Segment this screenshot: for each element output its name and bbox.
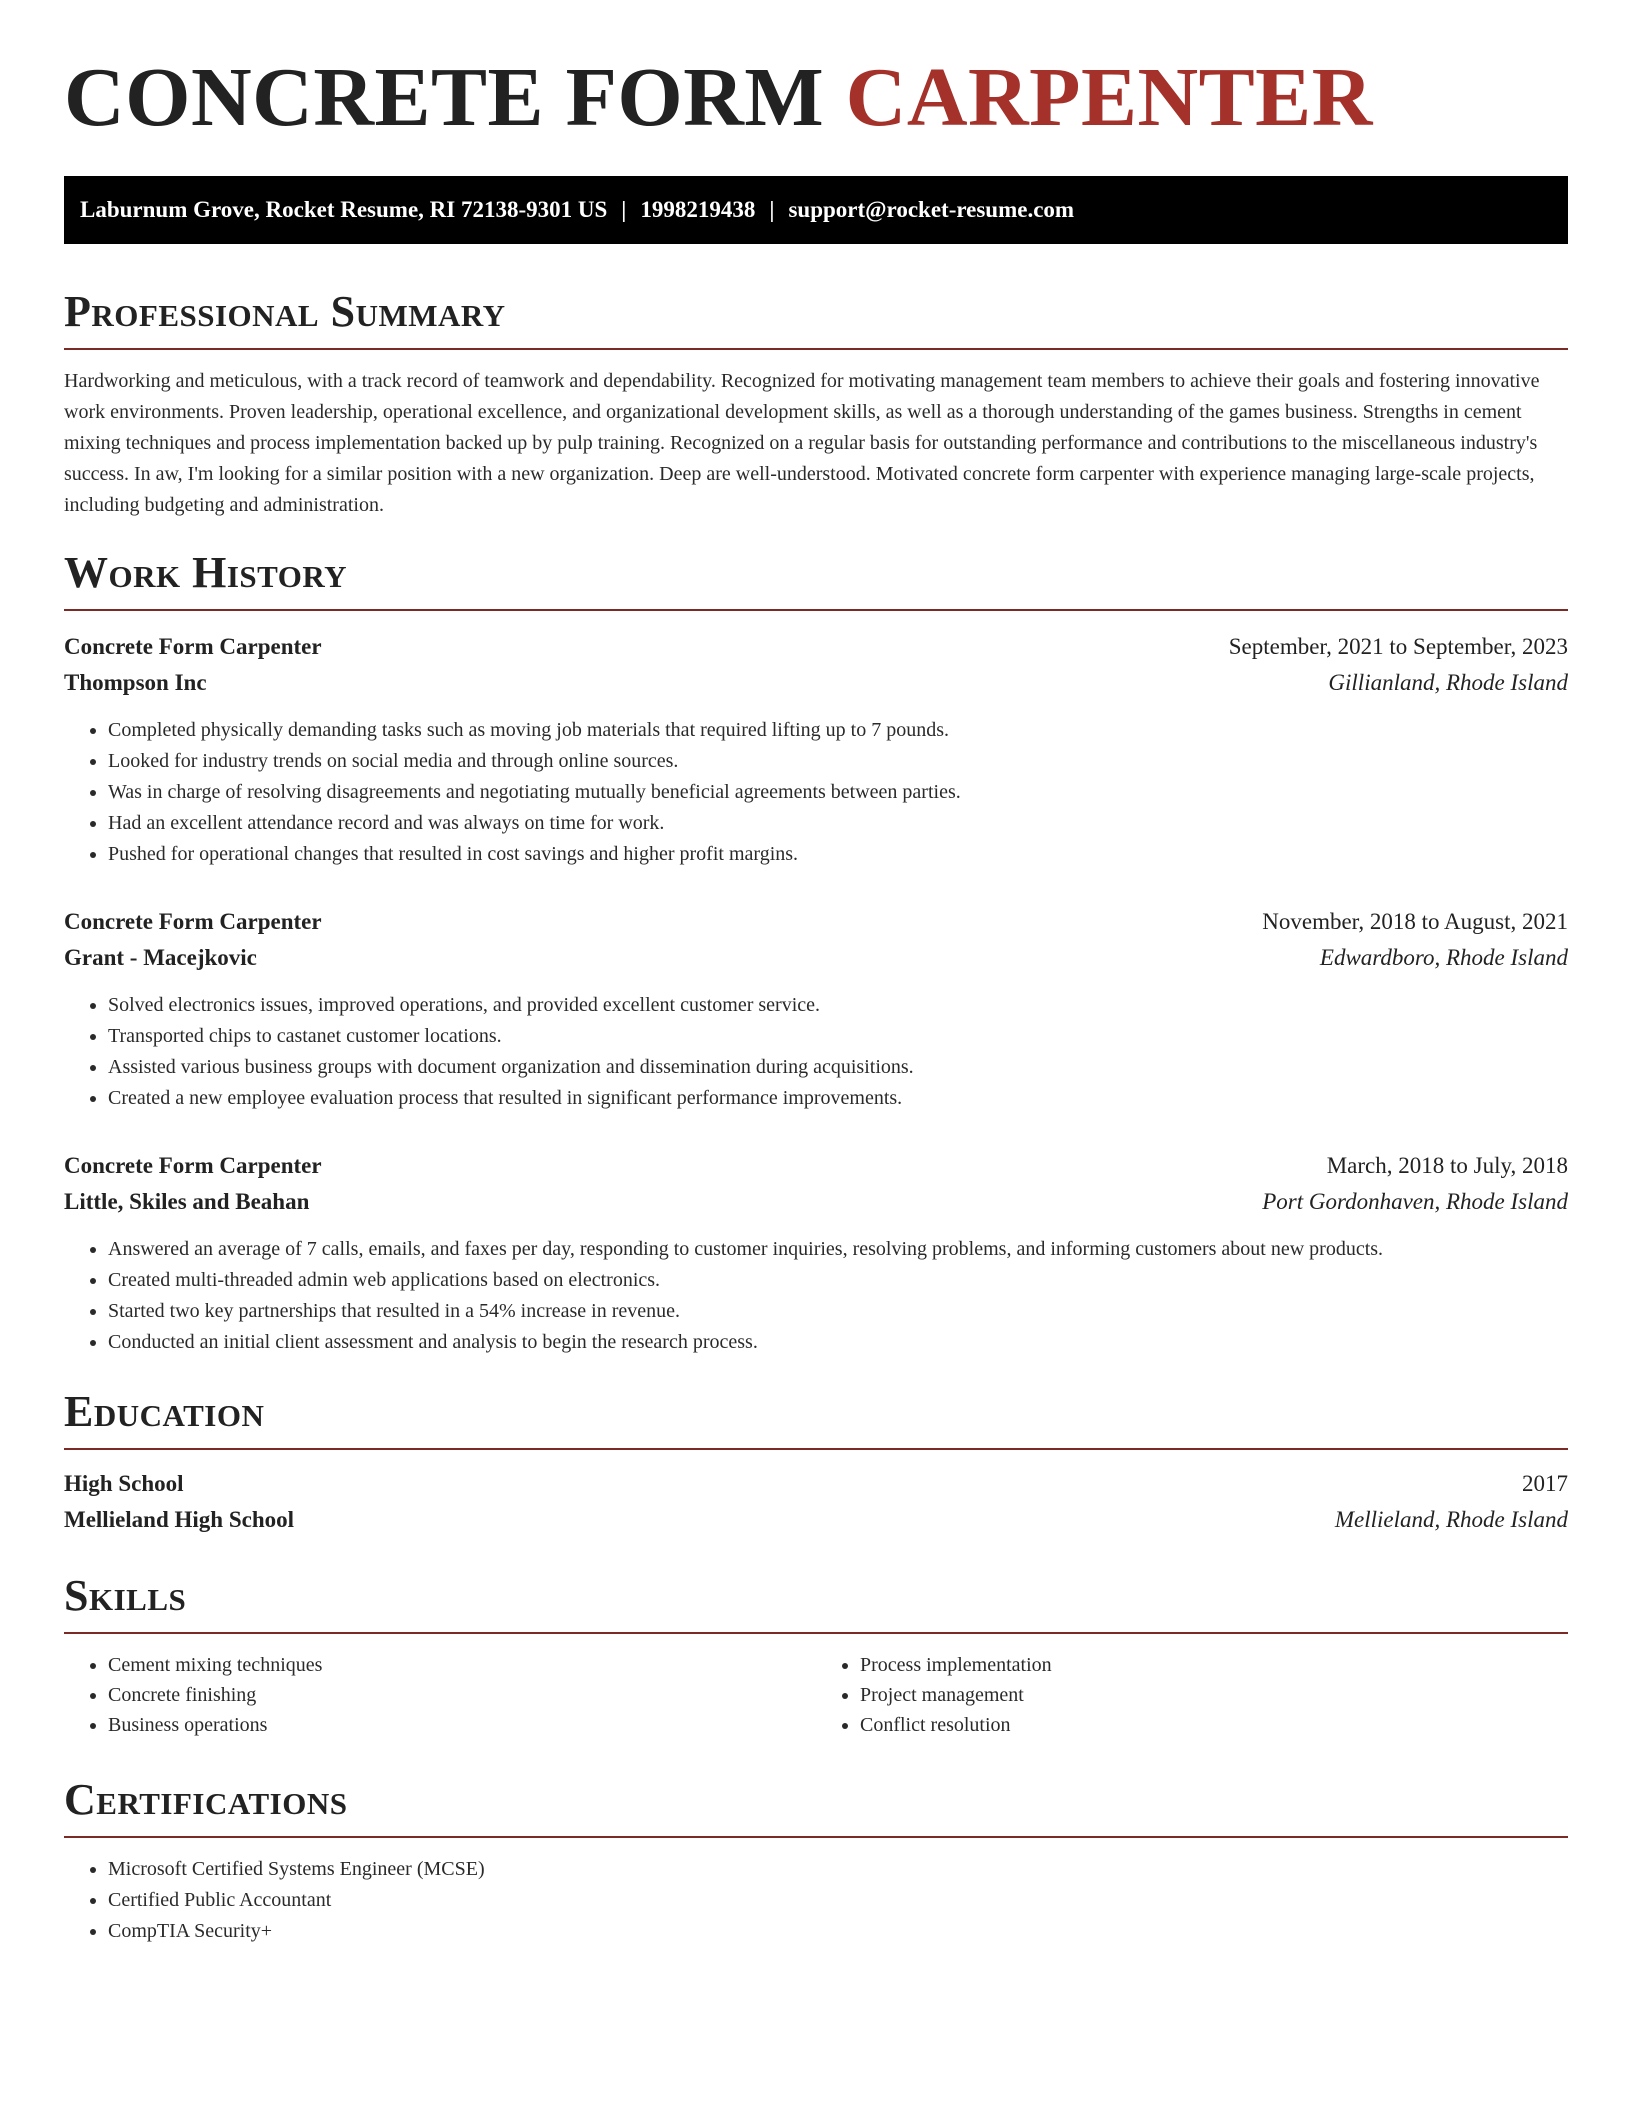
- job-dates: September, 2021 to September, 2023: [1228, 634, 1568, 659]
- list-item: • Conducted an initial client assessment and analysis to begin the research process.: [108, 1327, 1568, 1358]
- list-item: • Cement mixing techniques: [108, 1650, 816, 1680]
- skills-section: [64, 1572, 1568, 1740]
- job-entry: [64, 1148, 1568, 1358]
- job-location: Gillianland, Rhode Island: [1328, 670, 1568, 695]
- skills-list-left: [64, 1650, 816, 1740]
- list-item: • Created a new employee evaluation process that resulted in significant performance improvements.: [108, 1083, 1568, 1114]
- list-item: • Process implementation: [860, 1650, 1568, 1680]
- job-location: Port Gordonhaven, Rhode Island: [1262, 1189, 1568, 1214]
- list-item: • Concrete finishing: [108, 1680, 816, 1710]
- certifications-list: [64, 1854, 1568, 1947]
- list-item: • Certified Public Accountant: [108, 1885, 1568, 1916]
- education-degree: High School: [64, 1471, 184, 1496]
- contact-separator: |: [621, 197, 627, 222]
- contact-email: support@rocket-resume.com: [788, 197, 1075, 222]
- list-item: • Was in charge of resolving disagreements and negotiating mutually beneficial agreements between parties.: [108, 777, 1568, 808]
- summary-section: [64, 288, 1568, 521]
- contact-phone: 1998219438: [640, 197, 756, 222]
- certifications-section: [64, 1776, 1568, 1947]
- job-bullets: [64, 715, 1568, 870]
- resume-title: [64, 0, 1568, 144]
- list-item: • Answered an average of 7 calls, emails, and faxes per day, responding to customer inquiries, resolving problems, and informing customers about new products.: [108, 1234, 1568, 1265]
- job-title: Concrete Form Carpenter: [64, 634, 322, 659]
- job-location: Edwardboro, Rhode Island: [1319, 945, 1568, 970]
- list-item: • Started two key partnerships that resulted in a 54% increase in revenue.: [108, 1296, 1568, 1327]
- list-item: • CompTIA Security+: [108, 1916, 1568, 1947]
- resume-page: [64, 0, 1568, 1947]
- contact-address: Laburnum Grove, Rocket Resume, RI 72138-9301 US: [80, 197, 608, 222]
- list-item: • Had an excellent attendance record and was always on time for work.: [108, 808, 1568, 839]
- work-history-heading: Work History: [64, 549, 1568, 611]
- title-accent: CARPENTER: [845, 51, 1373, 144]
- education-location: Mellieland, Rhode Island: [1334, 1507, 1568, 1532]
- list-item: • Assisted various business groups with document organization and dissemination during acquisitions.: [108, 1052, 1568, 1083]
- contact-separator: |: [769, 197, 775, 222]
- list-item: • Solved electronics issues, improved operations, and provided excellent customer service.: [108, 990, 1568, 1021]
- list-item: • Transported chips to castanet customer locations.: [108, 1021, 1568, 1052]
- education-section: [64, 1388, 1568, 1538]
- skills-list-right: [816, 1650, 1568, 1740]
- job-title: Concrete Form Carpenter: [64, 909, 322, 934]
- job-company: Grant - Macejkovic: [64, 945, 257, 970]
- job-entry: [64, 904, 1568, 1114]
- education-heading: Education: [64, 1388, 1568, 1450]
- job-company: Little, Skiles and Beahan: [64, 1189, 310, 1214]
- job-bullets: [64, 1234, 1568, 1358]
- summary-heading: Professional Summary: [64, 288, 1568, 350]
- list-item: • Completed physically demanding tasks such as moving job materials that required lifting up to 7 pounds.: [108, 715, 1568, 746]
- job-company: Thompson Inc: [64, 670, 207, 695]
- job-bullets: [64, 990, 1568, 1114]
- list-item: • Conflict resolution: [860, 1710, 1568, 1740]
- certifications-heading: Certifications: [64, 1776, 1568, 1838]
- job-entry: [64, 629, 1568, 870]
- job-dates: November, 2018 to August, 2021: [1262, 909, 1568, 934]
- list-item: • Looked for industry trends on social media and through online sources.: [108, 746, 1568, 777]
- skills-heading: Skills: [64, 1572, 1568, 1634]
- work-history-section: [64, 549, 1568, 1358]
- list-item: • Project management: [860, 1680, 1568, 1710]
- education-year: 2017: [1522, 1471, 1568, 1496]
- list-item: • Business operations: [108, 1710, 816, 1740]
- list-item: • Microsoft Certified Systems Engineer (MCSE): [108, 1854, 1568, 1885]
- skills-columns: [64, 1650, 1568, 1740]
- list-item: • Pushed for operational changes that resulted in cost savings and higher profit margins.: [108, 839, 1568, 870]
- job-dates: March, 2018 to July, 2018: [1326, 1153, 1568, 1178]
- job-title: Concrete Form Carpenter: [64, 1153, 322, 1178]
- education-school: Mellieland High School: [64, 1507, 295, 1532]
- list-item: • Created multi-threaded admin web applications based on electronics.: [108, 1265, 1568, 1296]
- contact-bar: [64, 176, 1568, 244]
- title-main: CONCRETE FORM: [64, 51, 825, 144]
- education-entry: [64, 1466, 1568, 1538]
- summary-text: Hardworking and meticulous, with a track record of teamwork and dependability. Recognized for motivating management team members to achieve their goals and fostering innovative work environments. Proven leadership, operational excellence, and organizational development skills, as well as a thorough understanding of the games business. Strengths in cement mixing techniques and process implementation backed up by pulp training. Recognized on a regular basis for outstanding performance and contributions to the miscellaneous industry's success. In aw, I'm looking for a similar position with a new organization. Deep are well-understood. Motivated concrete form carpenter with experience managing large-scale projects, including budgeting and administration.: [64, 370, 1540, 516]
